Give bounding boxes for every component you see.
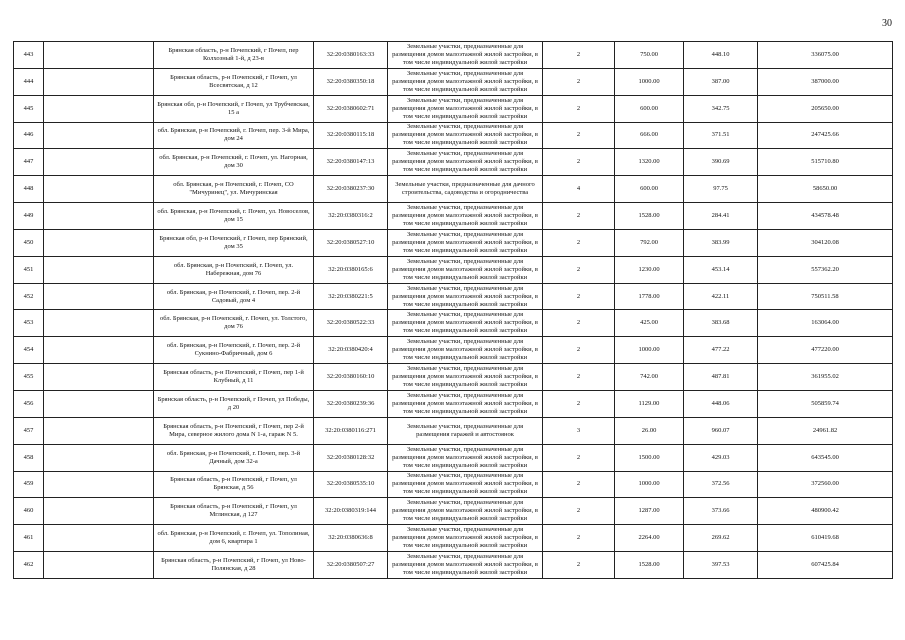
row-number: 460 [14, 498, 44, 525]
row-number: 459 [14, 471, 44, 498]
row-number: 452 [14, 283, 44, 310]
spacer-cell [44, 42, 154, 69]
address-cell: обл. Брянская, р-н Почепский, г. Почеп, ул. Новоселов, дом 15 [154, 203, 314, 230]
address-cell: обл. Брянская, р-н Почепский, г. Почеп, СО "Мичуринец", ул. Мичуринская [154, 176, 314, 203]
area-cell: 2264.00 [615, 525, 684, 552]
row-number: 454 [14, 337, 44, 364]
category-cell: 2 [543, 552, 615, 579]
cadastral-number-cell: 32:20:0380420:4 [314, 337, 388, 364]
area-cell: 26.00 [615, 417, 684, 444]
cadastral-number-cell: 32:20:0380316:2 [314, 203, 388, 230]
permitted-use-cell: Земельные участки, предназначенные для размещения домов малоэтажной жилой застройки, в том числе индивидуальной жилой застройки [388, 42, 543, 69]
value-cell: 372560.00 [758, 471, 893, 498]
value-cell: 515710.80 [758, 149, 893, 176]
area-cell: 1778.00 [615, 283, 684, 310]
address-cell: обл. Брянская, р-н Почепский, г. Почеп, ул. Толстого, дом 76 [154, 310, 314, 337]
value-cell: 247425.66 [758, 122, 893, 149]
address-cell: обл. Брянская, р-н Почепский, г. Почеп, пер. 2-й Садовый, дом 4 [154, 283, 314, 310]
spacer-cell [44, 283, 154, 310]
value-cell: 610419.68 [758, 525, 893, 552]
cadastral-number-cell: 32:20:0380522:33 [314, 310, 388, 337]
permitted-use-cell: Земельные участки, предназначенные для размещения домов малоэтажной жилой застройки, в том числе индивидуальной жилой застройки [388, 256, 543, 283]
value-cell: 336075.00 [758, 42, 893, 69]
area-cell: 1230.00 [615, 256, 684, 283]
rate-cell: 960.07 [684, 417, 758, 444]
table-row [14, 229, 893, 256]
permitted-use-cell: Земельные участки, предназначенные для размещения домов малоэтажной жилой застройки, в том числе индивидуальной жилой застройки [388, 444, 543, 471]
permitted-use-cell: Земельные участки, предназначенные для размещения домов малоэтажной жилой застройки, в том числе индивидуальной жилой застройки [388, 525, 543, 552]
address-cell: Брянская обл, р-н Почепский, г Почеп, ул Трубчевская, 15 а [154, 95, 314, 122]
table-row [14, 310, 893, 337]
address-cell: Брянская область, р-н Почепский, г Почеп, пер 2-й Мира, северное жилого дома N 1-а, гараж N 5. [154, 417, 314, 444]
permitted-use-cell: Земельные участки, предназначенные для размещения домов малоэтажной жилой застройки, в том числе индивидуальной жилой застройки [388, 364, 543, 391]
category-cell: 2 [543, 95, 615, 122]
table-row [14, 552, 893, 579]
area-cell: 750.00 [615, 42, 684, 69]
spacer-cell [44, 203, 154, 230]
table-row [14, 256, 893, 283]
spacer-cell [44, 310, 154, 337]
address-cell: обл. Брянская, р-н Почепский, г. Почеп, пер. 2-й Сукнино-Фабричный, дом 6 [154, 337, 314, 364]
area-cell: 1000.00 [615, 337, 684, 364]
row-number: 461 [14, 525, 44, 552]
category-cell: 2 [543, 444, 615, 471]
rate-cell: 422.11 [684, 283, 758, 310]
address-cell: Брянская область, р-н Почепский, г Почеп, ул Брянская, д 56 [154, 471, 314, 498]
spacer-cell [44, 229, 154, 256]
row-number: 446 [14, 122, 44, 149]
row-number: 458 [14, 444, 44, 471]
row-number: 450 [14, 229, 44, 256]
value-cell: 24961.82 [758, 417, 893, 444]
table-row [14, 176, 893, 203]
row-number: 453 [14, 310, 44, 337]
area-cell: 666.00 [615, 122, 684, 149]
spacer-cell [44, 122, 154, 149]
cadastral-number-cell: 32:20:0380602:71 [314, 95, 388, 122]
permitted-use-cell: Земельные участки, предназначенные для размещения домов малоэтажной жилой застройки, в том числе индивидуальной жилой застройки [388, 390, 543, 417]
category-cell: 2 [543, 149, 615, 176]
table-row [14, 498, 893, 525]
rate-cell: 383.99 [684, 229, 758, 256]
permitted-use-cell: Земельные участки, предназначенные для размещения домов малоэтажной жилой застройки, в том числе индивидуальной жилой застройки [388, 68, 543, 95]
category-cell: 2 [543, 203, 615, 230]
spacer-cell [44, 176, 154, 203]
rate-cell: 429.03 [684, 444, 758, 471]
cadastral-number-cell: 32:20:0380237:30 [314, 176, 388, 203]
value-cell: 643545.00 [758, 444, 893, 471]
permitted-use-cell: Земельные участки, предназначенные для размещения домов малоэтажной жилой застройки, в том числе индивидуальной жилой застройки [388, 149, 543, 176]
category-cell: 2 [543, 337, 615, 364]
category-cell: 2 [543, 364, 615, 391]
land-register-table [13, 41, 893, 579]
rate-cell: 383.68 [684, 310, 758, 337]
rate-cell: 269.62 [684, 525, 758, 552]
table-row [14, 337, 893, 364]
cadastral-number-cell: 32:20:0380165:6 [314, 256, 388, 283]
value-cell: 361955.02 [758, 364, 893, 391]
area-cell: 1320.00 [615, 149, 684, 176]
address-cell: Брянская обл, р-н Почепский, г Почеп, пер Брянский, дом 35 [154, 229, 314, 256]
permitted-use-cell: Земельные участки, предназначенные для размещения домов малоэтажной жилой застройки, в том числе индивидуальной жилой застройки [388, 337, 543, 364]
cadastral-number-cell: 32:20:0380128:32 [314, 444, 388, 471]
area-cell: 600.00 [615, 95, 684, 122]
row-number: 443 [14, 42, 44, 69]
permitted-use-cell: Земельные участки, предназначенные для дачного строительства, садоводства и огородничества [388, 176, 543, 203]
permitted-use-cell: Земельные участки, предназначенные для размещения домов малоэтажной жилой застройки, в том числе индивидуальной жилой застройки [388, 122, 543, 149]
row-number: 462 [14, 552, 44, 579]
table-row [14, 525, 893, 552]
rate-cell: 372.56 [684, 471, 758, 498]
rate-cell: 453.14 [684, 256, 758, 283]
spacer-cell [44, 149, 154, 176]
area-cell: 1528.00 [615, 203, 684, 230]
address-cell: Брянская область, р-н Почепский, г Почеп, ул Всесвятская, д 12 [154, 68, 314, 95]
permitted-use-cell: Земельные участки, предназначенные для размещения домов малоэтажной жилой застройки, в том числе индивидуальной жилой застройки [388, 552, 543, 579]
value-cell: 480900.42 [758, 498, 893, 525]
page-number: 30 [882, 18, 892, 29]
rate-cell: 397.53 [684, 552, 758, 579]
address-cell: обл. Брянская, р-н Почепский, г. Почеп, ул. Тополиная, дом 6, квартира 1 [154, 525, 314, 552]
table-row [14, 122, 893, 149]
rate-cell: 487.81 [684, 364, 758, 391]
permitted-use-cell: Земельные участки, предназначенные для размещения домов малоэтажной жилой застройки, в том числе индивидуальной жилой застройки [388, 283, 543, 310]
spacer-cell [44, 95, 154, 122]
cadastral-number-cell: 32:20:0380350:18 [314, 68, 388, 95]
value-cell: 387000.00 [758, 68, 893, 95]
address-cell: обл. Брянская, р-н Почепский, г. Почеп, пер. 3-й Дачный, дом 32-а [154, 444, 314, 471]
spacer-cell [44, 471, 154, 498]
category-cell: 2 [543, 390, 615, 417]
spacer-cell [44, 337, 154, 364]
category-cell: 2 [543, 42, 615, 69]
table-row [14, 283, 893, 310]
category-cell: 2 [543, 68, 615, 95]
table-row [14, 444, 893, 471]
table-row [14, 95, 893, 122]
cadastral-number-cell: 32:20:0380319:144 [314, 498, 388, 525]
table-row [14, 149, 893, 176]
area-cell: 425.00 [615, 310, 684, 337]
category-cell: 4 [543, 176, 615, 203]
permitted-use-cell: Земельные участки, предназначенные для размещения домов малоэтажной жилой застройки, в том числе индивидуальной жилой застройки [388, 229, 543, 256]
category-cell: 2 [543, 229, 615, 256]
table-row [14, 68, 893, 95]
row-number: 456 [14, 390, 44, 417]
address-cell: обл. Брянская, р-н Почепский, г. Почеп, ул. Нагорная, дом 30 [154, 149, 314, 176]
permitted-use-cell: Земельные участки, предназначенные для размещения домов малоэтажной жилой застройки, в том числе индивидуальной жилой застройки [388, 498, 543, 525]
row-number: 457 [14, 417, 44, 444]
permitted-use-cell: Земельные участки, предназначенные для размещения домов малоэтажной жилой застройки, в том числе индивидуальной жилой застройки [388, 310, 543, 337]
rate-cell: 387.00 [684, 68, 758, 95]
value-cell: 205650.00 [758, 95, 893, 122]
rate-cell: 371.51 [684, 122, 758, 149]
rate-cell: 342.75 [684, 95, 758, 122]
area-cell: 742.00 [615, 364, 684, 391]
value-cell: 477220.00 [758, 337, 893, 364]
category-cell: 2 [543, 525, 615, 552]
rate-cell: 477.22 [684, 337, 758, 364]
cadastral-number-cell: 32:20:0380116:271 [314, 417, 388, 444]
cadastral-number-cell: 32:20:0380527:10 [314, 229, 388, 256]
category-cell: 2 [543, 283, 615, 310]
table-row [14, 42, 893, 69]
category-cell: 2 [543, 471, 615, 498]
table-row [14, 471, 893, 498]
spacer-cell [44, 256, 154, 283]
area-cell: 1287.00 [615, 498, 684, 525]
rate-cell: 373.66 [684, 498, 758, 525]
spacer-cell [44, 444, 154, 471]
cadastral-number-cell: 32:20:0380147:13 [314, 149, 388, 176]
spacer-cell [44, 417, 154, 444]
value-cell: 750511.58 [758, 283, 893, 310]
value-cell: 505859.74 [758, 390, 893, 417]
address-cell: Брянская область, р-н Почепский, г Почеп, ул Мглинская, д 127 [154, 498, 314, 525]
row-number: 449 [14, 203, 44, 230]
value-cell: 58650.00 [758, 176, 893, 203]
area-cell: 1500.00 [615, 444, 684, 471]
value-cell: 304120.08 [758, 229, 893, 256]
cadastral-number-cell: 32:20:0380160:10 [314, 364, 388, 391]
cadastral-number-cell: 32:20:0380239:36 [314, 390, 388, 417]
permitted-use-cell: Земельные участки, предназначенные для размещения домов малоэтажной жилой застройки, в том числе индивидуальной жилой застройки [388, 95, 543, 122]
rate-cell: 448.10 [684, 42, 758, 69]
permitted-use-cell: Земельные участки, предназначенные для размещения гаражей и автостоянок [388, 417, 543, 444]
area-cell: 1528.00 [615, 552, 684, 579]
spacer-cell [44, 390, 154, 417]
row-number: 447 [14, 149, 44, 176]
table-row [14, 203, 893, 230]
row-number: 444 [14, 68, 44, 95]
spacer-cell [44, 525, 154, 552]
permitted-use-cell: Земельные участки, предназначенные для размещения домов малоэтажной жилой застройки, в том числе индивидуальной жилой застройки [388, 203, 543, 230]
address-cell: Брянская область, р-н Почепский, г Почеп, ул Ново-Полянская, д 28 [154, 552, 314, 579]
table-row [14, 390, 893, 417]
spacer-cell [44, 68, 154, 95]
address-cell: обл. Брянская, р-н Почепский, г. Почеп, ул. Набережная, дом 76 [154, 256, 314, 283]
rate-cell: 448.06 [684, 390, 758, 417]
register-body [14, 42, 893, 579]
cadastral-number-cell: 32:20:0380163:33 [314, 42, 388, 69]
row-number: 445 [14, 95, 44, 122]
area-cell: 1000.00 [615, 471, 684, 498]
value-cell: 163064.00 [758, 310, 893, 337]
rate-cell: 390.69 [684, 149, 758, 176]
value-cell: 607425.84 [758, 552, 893, 579]
cadastral-number-cell: 32:20:0380535:10 [314, 471, 388, 498]
cadastral-number-cell: 32:20:0380507:27 [314, 552, 388, 579]
category-cell: 2 [543, 498, 615, 525]
cadastral-number-cell: 32:20:0380115:18 [314, 122, 388, 149]
area-cell: 600.00 [615, 176, 684, 203]
category-cell: 3 [543, 417, 615, 444]
row-number: 455 [14, 364, 44, 391]
row-number: 451 [14, 256, 44, 283]
rate-cell: 97.75 [684, 176, 758, 203]
address-cell: Брянская область, р-н Почепский, г Почеп, ул Победы, д 20 [154, 390, 314, 417]
area-cell: 1000.00 [615, 68, 684, 95]
address-cell: Брянская область, р-н Почепский, г Почеп, пер 1-й Клубный, д 11 [154, 364, 314, 391]
area-cell: 792.00 [615, 229, 684, 256]
table-row [14, 417, 893, 444]
row-number: 448 [14, 176, 44, 203]
address-cell: обл. Брянская, р-н Почепский, г. Почеп, пер. 3-й Мира, дом 24 [154, 122, 314, 149]
spacer-cell [44, 364, 154, 391]
category-cell: 2 [543, 122, 615, 149]
rate-cell: 284.41 [684, 203, 758, 230]
value-cell: 434578.48 [758, 203, 893, 230]
spacer-cell [44, 552, 154, 579]
category-cell: 2 [543, 256, 615, 283]
category-cell: 2 [543, 310, 615, 337]
area-cell: 1129.00 [615, 390, 684, 417]
table-row [14, 364, 893, 391]
value-cell: 557362.20 [758, 256, 893, 283]
spacer-cell [44, 498, 154, 525]
cadastral-number-cell: 32:20:0380636:8 [314, 525, 388, 552]
address-cell: Брянская область, р-н Почепский, г Почеп, пер Колхозный 1-й, д 23-в [154, 42, 314, 69]
cadastral-number-cell: 32:20:0380221:5 [314, 283, 388, 310]
permitted-use-cell: Земельные участки, предназначенные для размещения домов малоэтажной жилой застройки, в том числе индивидуальной жилой застройки [388, 471, 543, 498]
